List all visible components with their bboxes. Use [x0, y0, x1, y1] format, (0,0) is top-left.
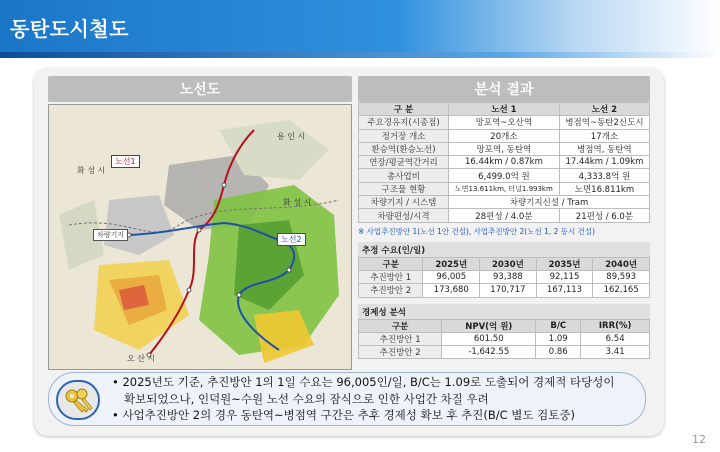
table-cell: 추진방안 2 [359, 284, 423, 297]
demand-table [358, 257, 650, 298]
table-cell: 망포역~오산역 [449, 116, 560, 129]
demand-col-header: 2030년 [480, 257, 537, 270]
table-cell: 노면16.811km [559, 182, 649, 195]
table-cell: 차량기지 / 시스템 [359, 196, 449, 209]
demand-col-header: 구분 [359, 257, 423, 270]
table-cell: 92,115 [536, 270, 593, 283]
demand-table-header [359, 257, 650, 270]
economics-table [358, 319, 650, 360]
demand-col-header: 2040년 [593, 257, 650, 270]
table-cell: 6,499.0억 원 [449, 169, 560, 182]
economics-col-header: IRR(%) [581, 319, 650, 332]
keys-icon [56, 380, 100, 420]
table-cell: 20개소 [449, 129, 560, 142]
table-cell: 총사업비 [359, 169, 449, 182]
title-bar [0, 0, 720, 58]
route-col-header: 구 분 [359, 103, 449, 116]
table-cell: 추진방안 1 [359, 270, 423, 283]
table-cell: 17.44km / 1.09km [559, 156, 649, 169]
table-cell: 노면13.611km, 터널1.993km [449, 182, 560, 195]
table-cell: -1,642.55 [442, 346, 536, 359]
table-row [359, 270, 650, 283]
table-row [359, 156, 650, 169]
summary-bullet-1 [112, 374, 652, 391]
route-col-header: 노선 1 [449, 103, 560, 116]
economics-table-header [359, 319, 650, 332]
table-cell: 93,388 [480, 270, 537, 283]
map-label-hwaseong-2: 화 성 시 [283, 198, 312, 207]
table-cell: 170,717 [480, 284, 537, 297]
route-table [358, 102, 650, 223]
table-row [359, 346, 650, 359]
table-cell: 28편성 / 4.0분 [449, 209, 560, 222]
keys-icon-graphic [58, 382, 98, 418]
table-cell: 167,113 [536, 284, 593, 297]
route-col-header: 노선 2 [559, 103, 649, 116]
line2-tag: 노선2 [277, 233, 306, 246]
table-row [359, 196, 650, 209]
depot-tag: 차량기지 [93, 229, 128, 241]
route-note: ※ 사업추진방안 1(노선 1안 건설), 사업추진방안 2(노선 1, 2 동시 건설) [358, 226, 596, 236]
table-cell: 환승역(환승노선) [359, 142, 449, 155]
table-cell: 17개소 [559, 129, 649, 142]
table-cell: 추진방안 2 [359, 346, 442, 359]
economics-col-header: B/C [536, 319, 581, 332]
table-cell: 차량편성/시격 [359, 209, 449, 222]
table-row [359, 182, 650, 195]
summary-text: 사업추진방안 2의 경우 동탄역~병점역 구간은 추후 경제성 확보 후 추진(B/C 별도 검토중) [122, 408, 575, 422]
page-number: 12 [692, 433, 706, 446]
table-cell: 16.44km / 0.87km [449, 156, 560, 169]
table-row [359, 332, 650, 345]
table-cell: 6.54 [581, 332, 650, 345]
demand-col-header: 2025년 [423, 257, 480, 270]
economics-title: 경제성 분석 [358, 304, 650, 319]
table-cell: 병점역~동탄2신도시 [559, 116, 649, 129]
table-cell: 주요경유지(시종점) [359, 116, 449, 129]
economics-col-header: NPV(억 원) [442, 319, 536, 332]
table-cell: 162,165 [593, 284, 650, 297]
table-row [359, 129, 650, 142]
analysis-tables [358, 102, 650, 359]
table-row [359, 209, 650, 222]
table-cell: 추진방안 1 [359, 332, 442, 345]
line1-tag: 노선1 [111, 155, 140, 168]
table-row [359, 116, 650, 129]
title-stripe [0, 52, 720, 58]
map-label-osan: 오 산 시 [127, 354, 156, 363]
table-cell: 연장/평균역간거리 [359, 156, 449, 169]
bullet-char: • [112, 375, 119, 389]
map-label-yongin: 용 인 시 [277, 132, 306, 141]
table-cell: 병점역, 동탄역 [559, 142, 649, 155]
summary-bullet-1-cont: 확보되었으나, 인덕원~수원 노선 수요의 잠식으로 인한 사업간 차질 우려 [124, 391, 489, 406]
table-cell: 96,005 [423, 270, 480, 283]
analysis-header: 분석 결과 [358, 76, 650, 102]
table-cell: 차량기지신설 / Tram [449, 196, 650, 209]
summary-bullets [112, 374, 652, 424]
summary-bullet-2 [112, 407, 652, 424]
page-title: 동탄도시철도 [10, 17, 129, 41]
map-header: 노선도 [48, 76, 352, 102]
table-cell: 173,680 [423, 284, 480, 297]
table-cell: 망포역, 동탄역 [449, 142, 560, 155]
table-row [359, 169, 650, 182]
table-cell: 4,333.8억 원 [559, 169, 649, 182]
table-cell: 1.09 [536, 332, 581, 345]
table-cell: 정거장 개소 [359, 129, 449, 142]
map-label-hwaseong: 화 성 시 [77, 166, 106, 175]
table-cell: 0.86 [536, 346, 581, 359]
table-cell: 89,593 [593, 270, 650, 283]
demand-col-header: 2035년 [536, 257, 593, 270]
table-cell: 3.41 [581, 346, 650, 359]
table-row [359, 142, 650, 155]
demand-title: 추정 수요(인/일) [358, 242, 650, 257]
table-row [359, 284, 650, 297]
route-table-header [359, 103, 650, 116]
summary-text: 2025년도 기준, 추진방안 1의 1일 수요는 96,005인/일, B/C는 1.09로 도출되어 경제적 타당성이 [122, 375, 615, 389]
economics-col-header: 구분 [359, 319, 442, 332]
bullet-char: • [112, 408, 119, 422]
route-map [48, 104, 352, 370]
table-cell: 21편성 / 6.0분 [559, 209, 649, 222]
table-cell: 구조물 현황 [359, 182, 449, 195]
table-cell: 601.50 [442, 332, 536, 345]
